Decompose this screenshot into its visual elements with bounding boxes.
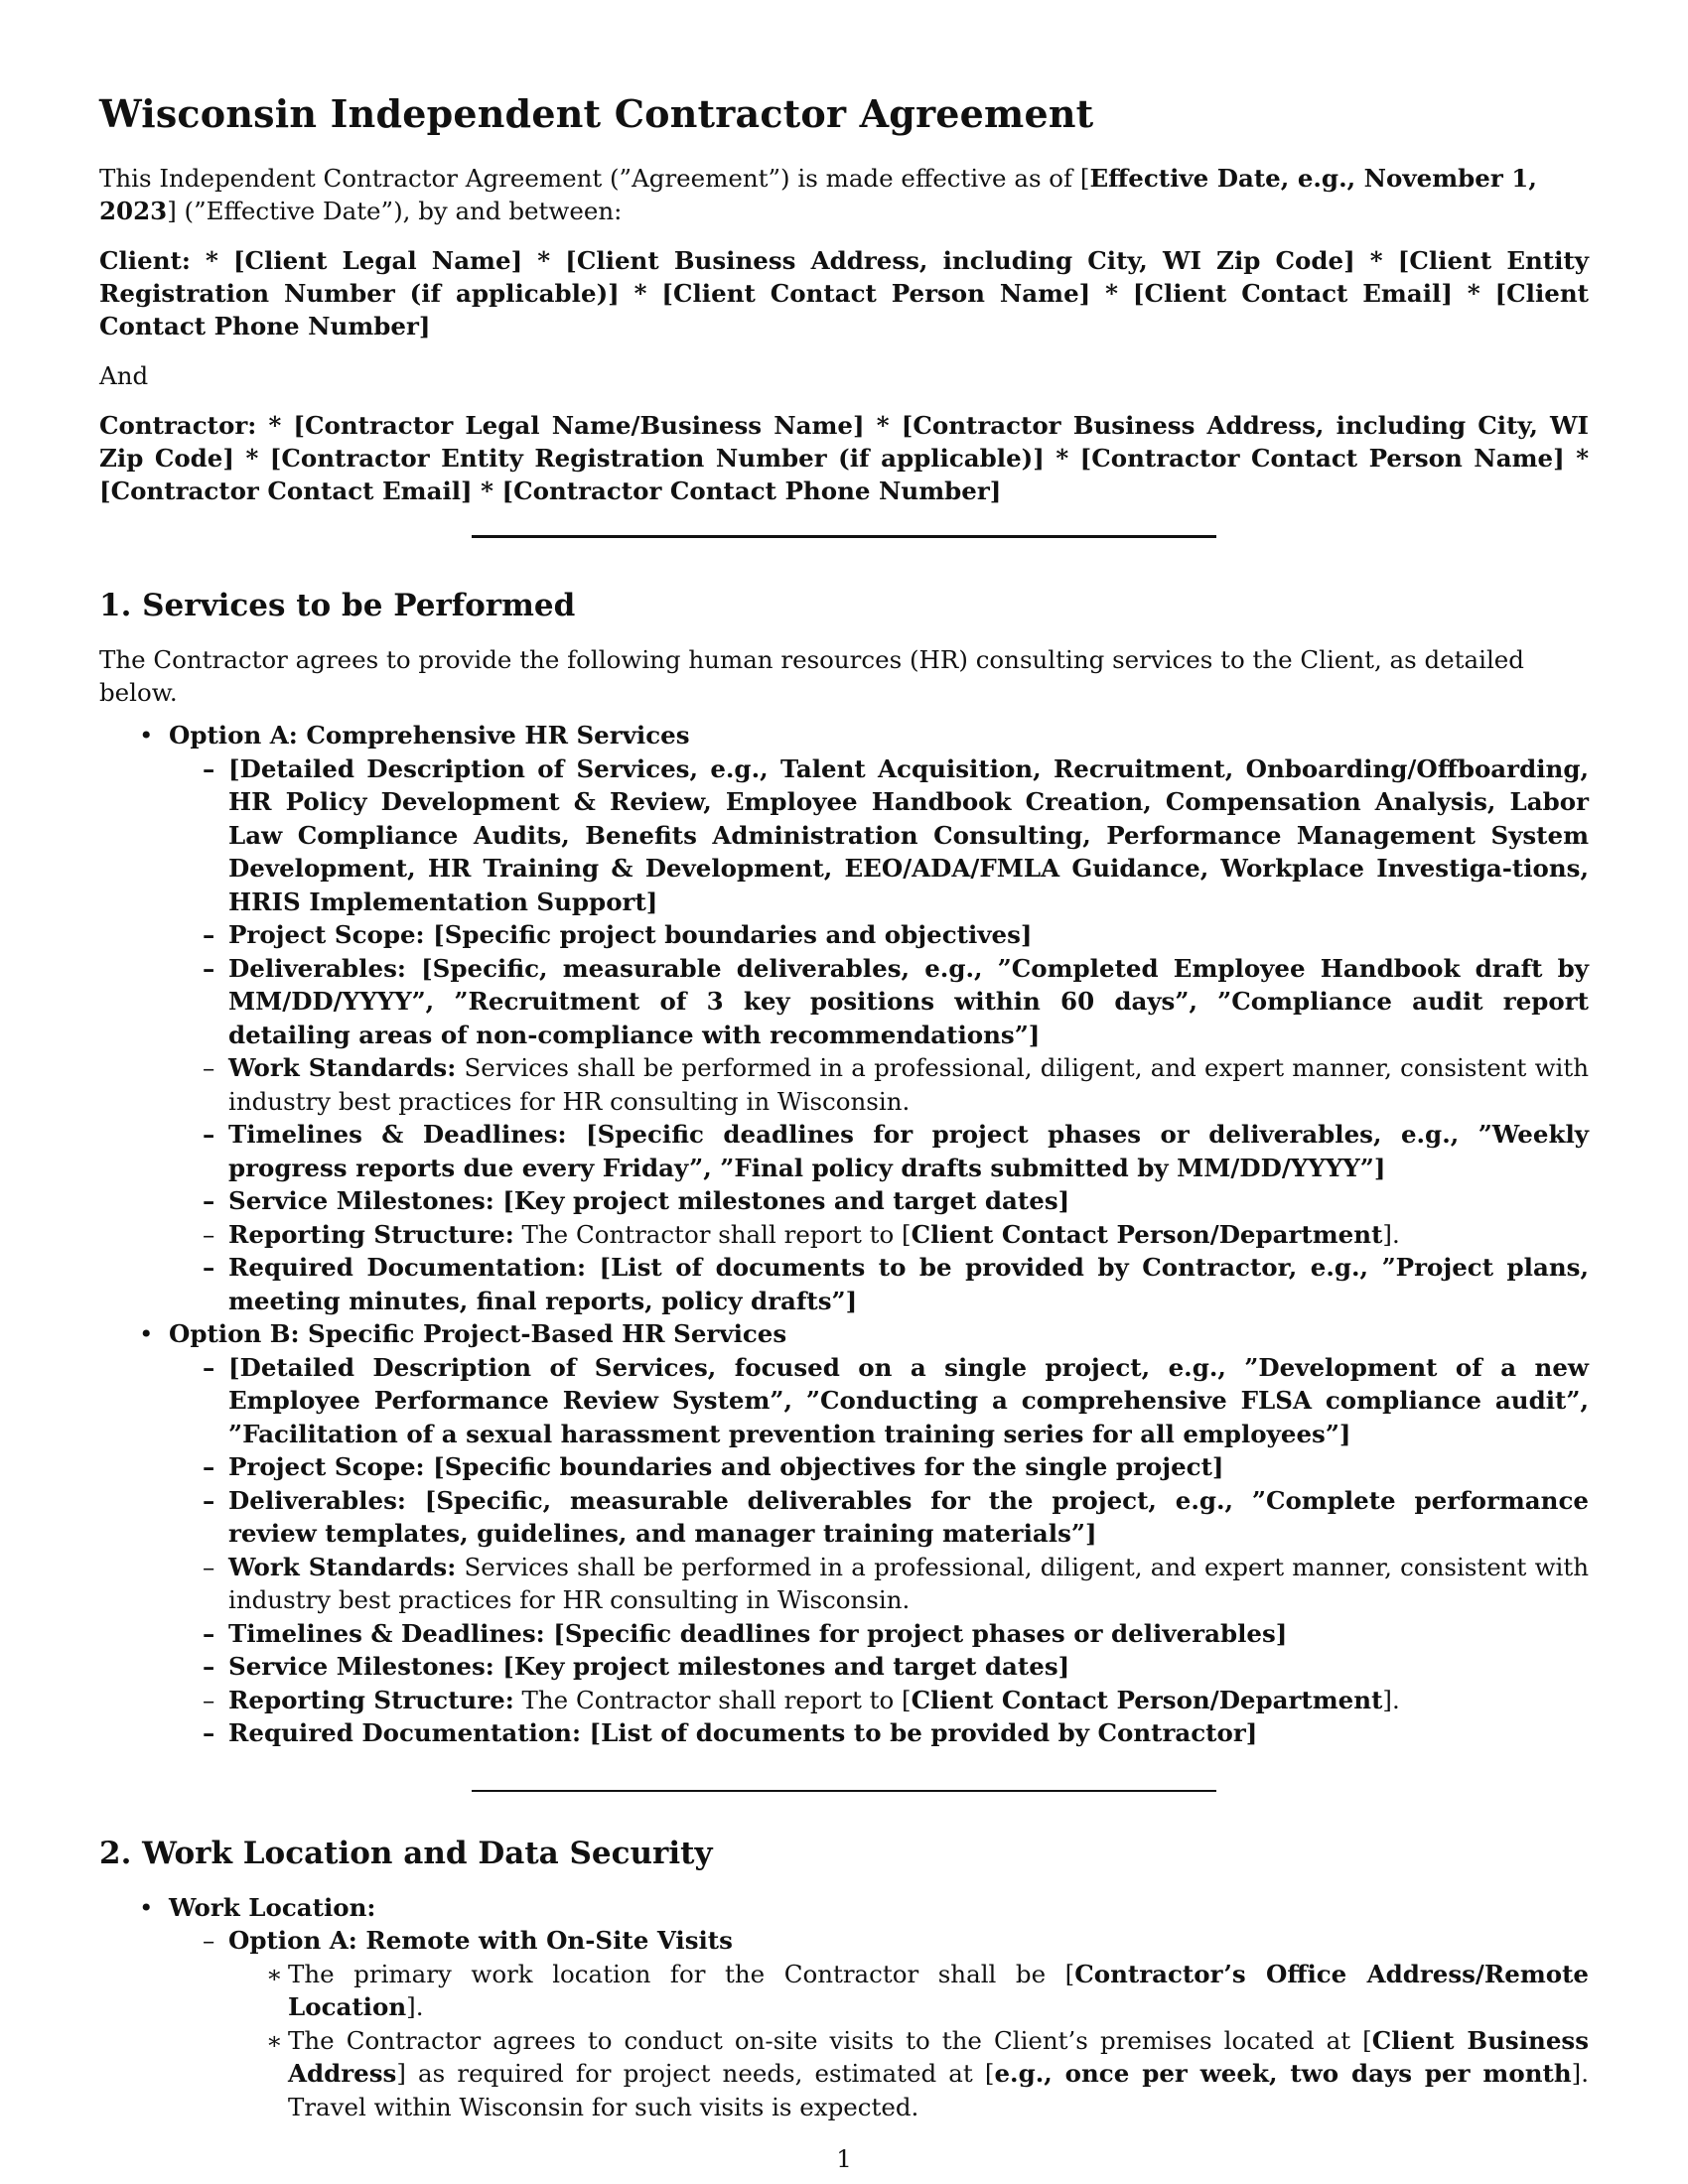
option-a-item: • Option A: Comprehensive HR Services – [Detailed Description of Services, e.g., Talent Acquisition, Recruitment, Onboarding/Offboarding, HR Policy Development & Review, Employee Handbook Creation, Compensation Analysis, Labor Law Compliance Audits, Benefits Administration Consulting, Performance Management System Development, HR Training & Development, EEO/ADA/FMLA Guidance, Workplace Investiga-tions, HRIS Implementation Support] – Project Scope: [Specific project boundaries and objectives] – Deliverables: [Specific, measurable deliverables, e.g., ”Completed Employee Handbook draft by MM/DD/YYYY”, ”Recruitment of 3 key positions within 60 days”, ”Compliance audit report detailing areas of non-compliance with recommendations”] – Work Standards: Services shall be performed in a professional, diligent, and expert manner, consistent with industry best practices for HR consulting in Wisconsin. – Timelines & Deadlines: [Specific deadlines for project phases or deliverables, e.g., ”Weekly progress reports due every Friday”, ”Final policy drafts submitted by MM/DD/YYYY”] – Service Milestones: [Key project milestones and target dates] – Reporting Structure: The Contractor shall report to [Client Contact Person/Department]. – Required Documentation: [List of documents to be provided by Contractor, e.g., ”Project plans, meeting minutes, final reports, policy drafts”] [99, 719, 1589, 1317]
list-item: – Required Documentation: [List of documents to be provided by Contractor, e.g., ”Project plans, meeting minutes, final reports, policy drafts”] [99, 1251, 1589, 1317]
work-location-item: • Work Location: – Option A: Remote with On-Site Visits ∗ The primary work location for the Contractor shall be [Contractor’s Office Address/Remote Location]. ∗ The Contractor agrees to conduct on-site visits to the Client’s premises located at [Client Business Address] as required for project needs, estimated at [e.g., once per week, two days per month]. Travel within Wisconsin for such visits is expected. [99, 1891, 1589, 2124]
list-item: – Work Standards: Services shall be performed in a professional, diligent, and expert manner, consistent with industry best practices for HR consulting in Wisconsin. [99, 1051, 1589, 1118]
option-b-item: • Option B: Specific Project-Based HR Services – [Detailed Description of Services, focused on a single project, e.g., ”Development of a new Employee Performance Review System”, ”Conducting a comprehensive FLSA compliance audit”, ”Facilitation of a sexual harassment prevention training series for all employees”] – Project Scope: [Specific boundaries and objectives for the single project] – Deliverables: [Specific, measurable deliverables for the project, e.g., ”Complete performance review templates, guidelines, and manager training materials”] – Work Standards: Services shall be performed in a professional, diligent, and expert manner, consistent with industry best practices for HR consulting in Wisconsin. – Timelines & Deadlines: [Specific deadlines for project phases or deliverables] – Service Milestones: [Key project milestones and target dates] – Reporting Structure: The Contractor shall report to [Client Contact Person/Department]. – Required Documentation: [List of documents to be provided by Contractor] [99, 1317, 1589, 1750]
intro-paragraph: This Independent Contractor Agreement (”Agreement”) is made effective as of [Effective Date, e.g., November 1, 2023] (”Effective Date”), by and between: [99, 164, 1537, 225]
and-text: And [99, 361, 149, 390]
section-1-intro: The Contractor agrees to provide the following human resources (HR) consulting services to the Client, as detailed below. [99, 645, 1524, 707]
list-item: – Work Standards: Services shall be performed in a professional, diligent, and expert manner, consistent with industry best practices for HR consulting in Wisconsin. [99, 1551, 1589, 1617]
list-item: ∗ The Contractor agrees to conduct on-site visits to the Client’s premises located at [Client Business Address] as required for project needs, estimated at [e.g., once per week, two days per month]. Travel within Wisconsin for such visits is expected. [99, 2024, 1589, 2124]
section-1-heading: 1. Services to be Performed [99, 588, 576, 623]
page-number: 1 [836, 2144, 852, 2173]
list-item: – Timelines & Deadlines: [Specific deadlines for project phases or deliverables] [99, 1617, 1589, 1651]
list-item: – Service Milestones: [Key project milestones and target dates] [99, 1650, 1589, 1684]
list-item: – Timelines & Deadlines: [Specific deadlines for project phases or deliverables, e.g., ”Weekly progress reports due every Friday”, ”Final policy drafts submitted by MM/DD/YYYY”] [99, 1118, 1589, 1184]
contractor-block: Contractor: * [Contractor Legal Name/Business Name] * [Contractor Business Address, including City, WI Zip Code] * [Contractor Entity Registration Number (if applicable)] * [Contractor Contact Person Name] * [Contractor Contact Email] * [Contractor Contact Phone Number] [99, 411, 1589, 505]
services-list [99, 719, 1589, 1750]
document-page [99, 91, 1589, 2123]
work-location-list [99, 1891, 1589, 2124]
section-2-heading: 2. Work Location and Data Security [99, 1835, 713, 1871]
client-block: Client: * [Client Legal Name] * [Client Business Address, including City, WI Zip Code] * [Client Entity Registration Number (if applicable)] * [Client Contact Person Name] * [Client Contact Email] * [Client Contact Phone Number] [99, 246, 1589, 341]
option-a-remote-item: – Option A: Remote with On-Site Visits ∗ The primary work location for the Contractor shall be [Contractor’s Office Address/Remote Location]. ∗ The Contractor agrees to conduct on-site visits to the Client’s premises located at [Client Business Address] as required for project needs, estimated at [e.g., once per week, two days per month]. Travel within Wisconsin for such visits is expected. [99, 1924, 1589, 2123]
section-divider [472, 1790, 1216, 1792]
document-title: Wisconsin Independent Contractor Agreement [99, 91, 1094, 136]
effective-date: Effective Date, e.g., November 1, 2023 [99, 164, 1537, 225]
list-item: – Reporting Structure: The Contractor shall report to [Client Contact Person/Department]. [99, 1218, 1589, 1252]
section-divider [472, 535, 1216, 538]
list-item: – Required Documentation: [List of documents to be provided by Contractor] [99, 1716, 1589, 1750]
list-item: – [Detailed Description of Services, focused on a single project, e.g., ”Development of a new Employee Performance Review System”, ”Conducting a comprehensive FLSA compliance audit”, ”Facilitation of a sexual harassment prevention training series for all employees”] [99, 1351, 1589, 1451]
list-item: – [Detailed Description of Services, e.g., Talent Acquisition, Recruitment, Onboarding/Offboarding, HR Policy Development & Review, Employee Handbook Creation, Compensation Analysis, Labor Law Compliance Audits, Benefits Administration Consulting, Performance Management System Development, HR Training & Development, EEO/ADA/FMLA Guidance, Workplace Investiga-tions, HRIS Implementation Support] [99, 752, 1589, 919]
list-item: – Service Milestones: [Key project milestones and target dates] [99, 1184, 1589, 1218]
list-item: – Deliverables: [Specific, measurable deliverables for the project, e.g., ”Complete performance review templates, guidelines, and manager training materials”] [99, 1484, 1589, 1551]
list-item: – Project Scope: [Specific boundaries and objectives for the single project] [99, 1450, 1589, 1484]
list-item: – Project Scope: [Specific project boundaries and objectives] [99, 918, 1589, 952]
list-item: ∗ The primary work location for the Contractor shall be [Contractor’s Office Address/Remote Location]. [99, 1958, 1589, 2024]
list-item: – Reporting Structure: The Contractor shall report to [Client Contact Person/Department]. [99, 1684, 1589, 1717]
list-item: – Deliverables: [Specific, measurable deliverables, e.g., ”Completed Employee Handbook draft by MM/DD/YYYY”, ”Recruitment of 3 key positions within 60 days”, ”Compliance audit report detailing areas of non-compliance with recommendations”] [99, 952, 1589, 1052]
